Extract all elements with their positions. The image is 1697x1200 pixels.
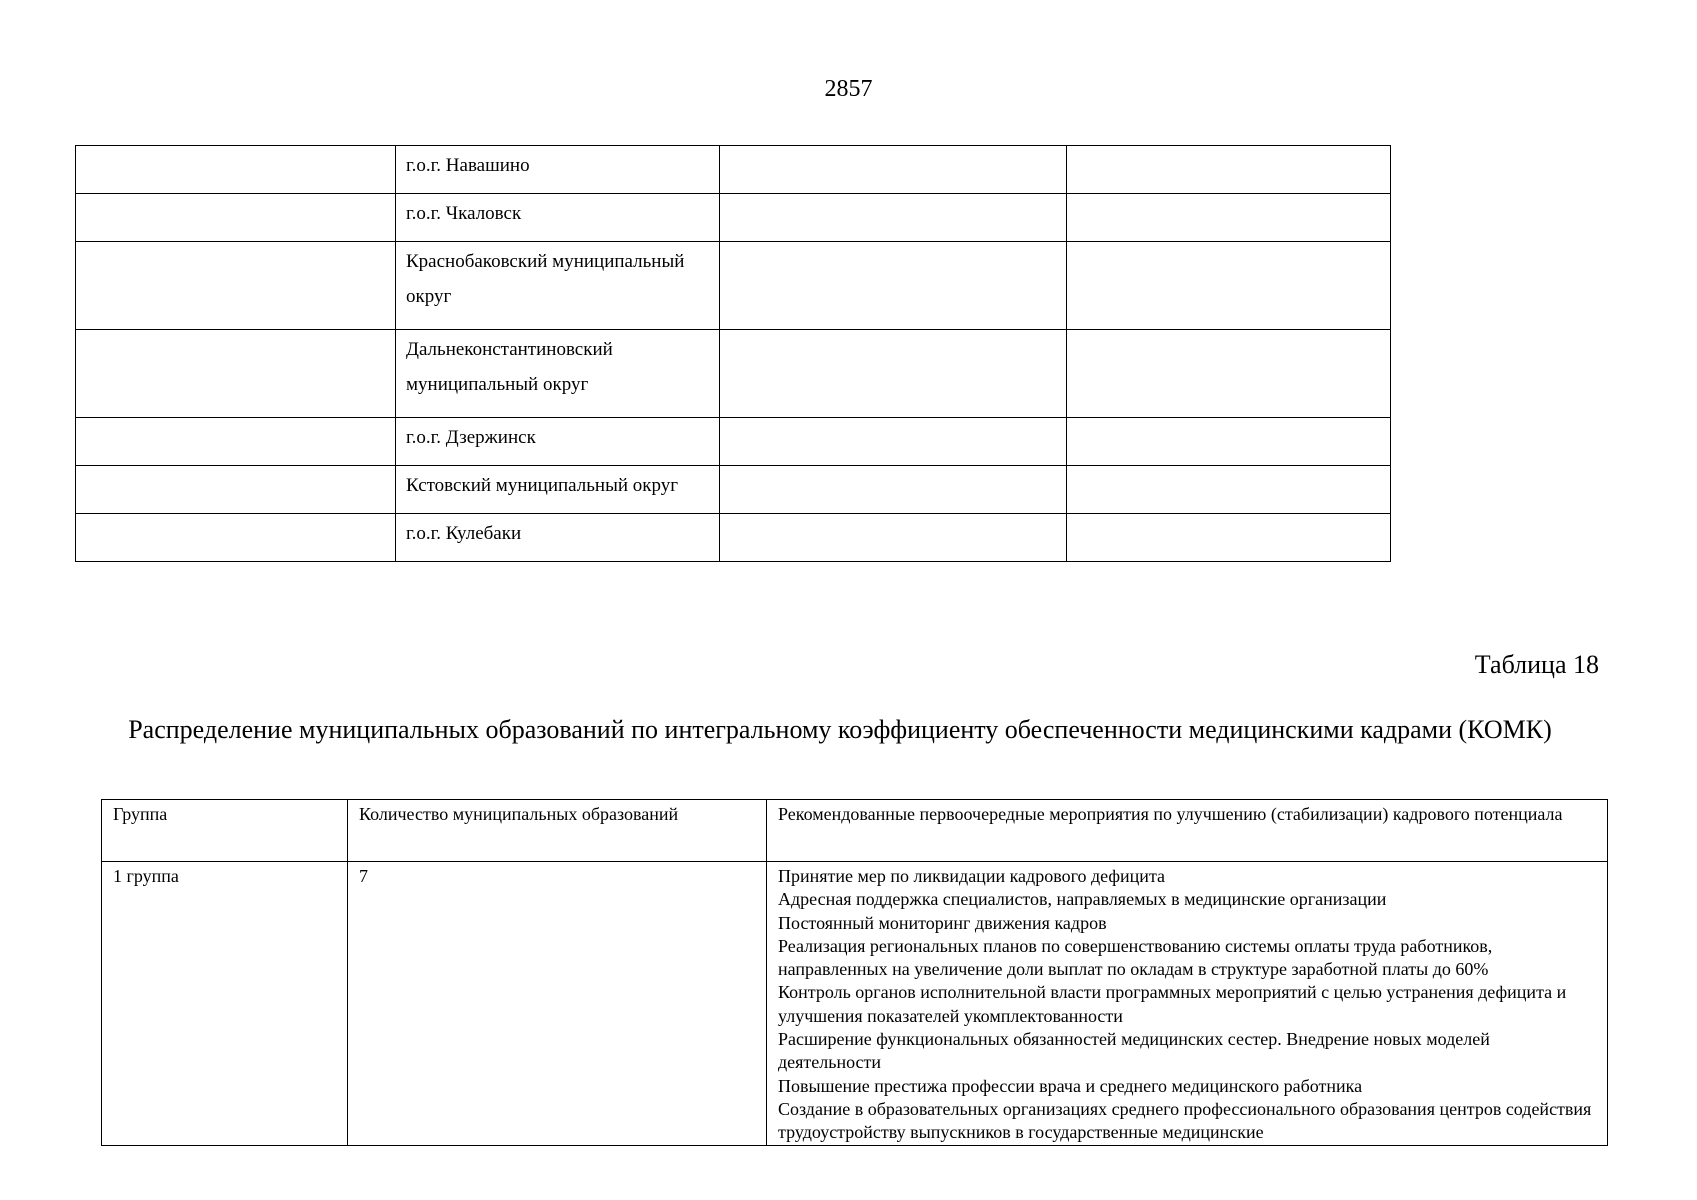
municipality-name: Краснобаковский муниципальный округ <box>396 242 720 330</box>
table-cell <box>76 194 396 242</box>
table-row <box>76 242 1391 330</box>
table-cell <box>720 330 1067 418</box>
table-row <box>76 330 1391 418</box>
table-row <box>76 514 1391 562</box>
table-cell <box>720 418 1067 466</box>
measures-cell <box>767 862 1608 1146</box>
header-count: Количество муниципальных образований <box>348 800 767 862</box>
table-row <box>102 862 1608 1146</box>
table-cell <box>76 418 396 466</box>
table-cell <box>76 514 396 562</box>
table-cell <box>1067 194 1391 242</box>
table-cell <box>720 242 1067 330</box>
measure-item: Постоянный мониторинг движения кадров <box>778 912 1107 933</box>
measure-item: Создание в образовательных организациях среднего профессионального образования центров содействия трудоустройству выпускников в государственные медицинские <box>778 1098 1592 1143</box>
page-number: 2857 <box>824 76 873 102</box>
table-row <box>76 146 1391 194</box>
table-caption: Таблица 18 <box>1474 650 1599 679</box>
komk-table <box>101 799 1608 1146</box>
table-cell <box>720 466 1067 514</box>
municipalities-table <box>75 145 1391 562</box>
table-cell <box>1067 146 1391 194</box>
table-cell <box>1067 514 1391 562</box>
municipality-name: Дальнеконстантиновский муниципальный округ <box>396 330 720 418</box>
table-row <box>76 418 1391 466</box>
table-header-row <box>102 800 1608 862</box>
measure-item: Реализация региональных планов по совершенствованию системы оплаты труда работников, направленных на увеличение доли выплат по окладам в структуре заработной платы до 60% <box>778 935 1493 980</box>
header-measures: Рекомендованные первоочередные мероприятия по улучшению (стабилизации) кадрового потенциала <box>767 800 1608 862</box>
measure-item: Контроль органов исполнительной власти программных мероприятий с целью устранения дефицита и улучшения показателей укомплектованности <box>778 982 1567 1026</box>
table-cell <box>720 146 1067 194</box>
municipality-name: г.о.г. Чкаловск <box>396 194 720 242</box>
table-cell <box>720 514 1067 562</box>
measure-item: Расширение функциональных обязанностей медицинских сестер. Внедрение новых моделей деятельности <box>778 1029 1490 1073</box>
municipality-name: г.о.г. Навашино <box>396 146 720 194</box>
measure-item: Принятие мер по ликвидации кадрового дефицита <box>778 866 1166 886</box>
table-cell <box>76 466 396 514</box>
table-cell <box>720 194 1067 242</box>
table-cell <box>1067 466 1391 514</box>
table-row <box>76 466 1391 514</box>
measure-item: Адресная поддержка специалистов, направляемых в медицинские организации <box>778 889 1387 910</box>
table-cell <box>1067 242 1391 330</box>
municipality-name: г.о.г. Дзержинск <box>396 418 720 466</box>
municipality-name: г.о.г. Кулебаки <box>396 514 720 562</box>
table-cell <box>76 330 396 418</box>
table-cell <box>76 242 396 330</box>
municipality-name: Кстовский муниципальный округ <box>396 466 720 514</box>
table-cell <box>1067 330 1391 418</box>
table-row <box>76 194 1391 242</box>
table-title: Распределение муниципальных образований по интегральному коэффициенту обеспеченности медицинскими кадрами (КОМК) <box>128 715 1552 744</box>
measure-item: Повышение престижа профессии врача и среднего медицинского работника <box>778 1075 1363 1096</box>
table-cell <box>76 146 396 194</box>
count-cell: 7 <box>348 862 767 1146</box>
table-cell <box>1067 418 1391 466</box>
header-group: Группа <box>102 800 348 862</box>
group-cell: 1 группа <box>102 862 348 1146</box>
